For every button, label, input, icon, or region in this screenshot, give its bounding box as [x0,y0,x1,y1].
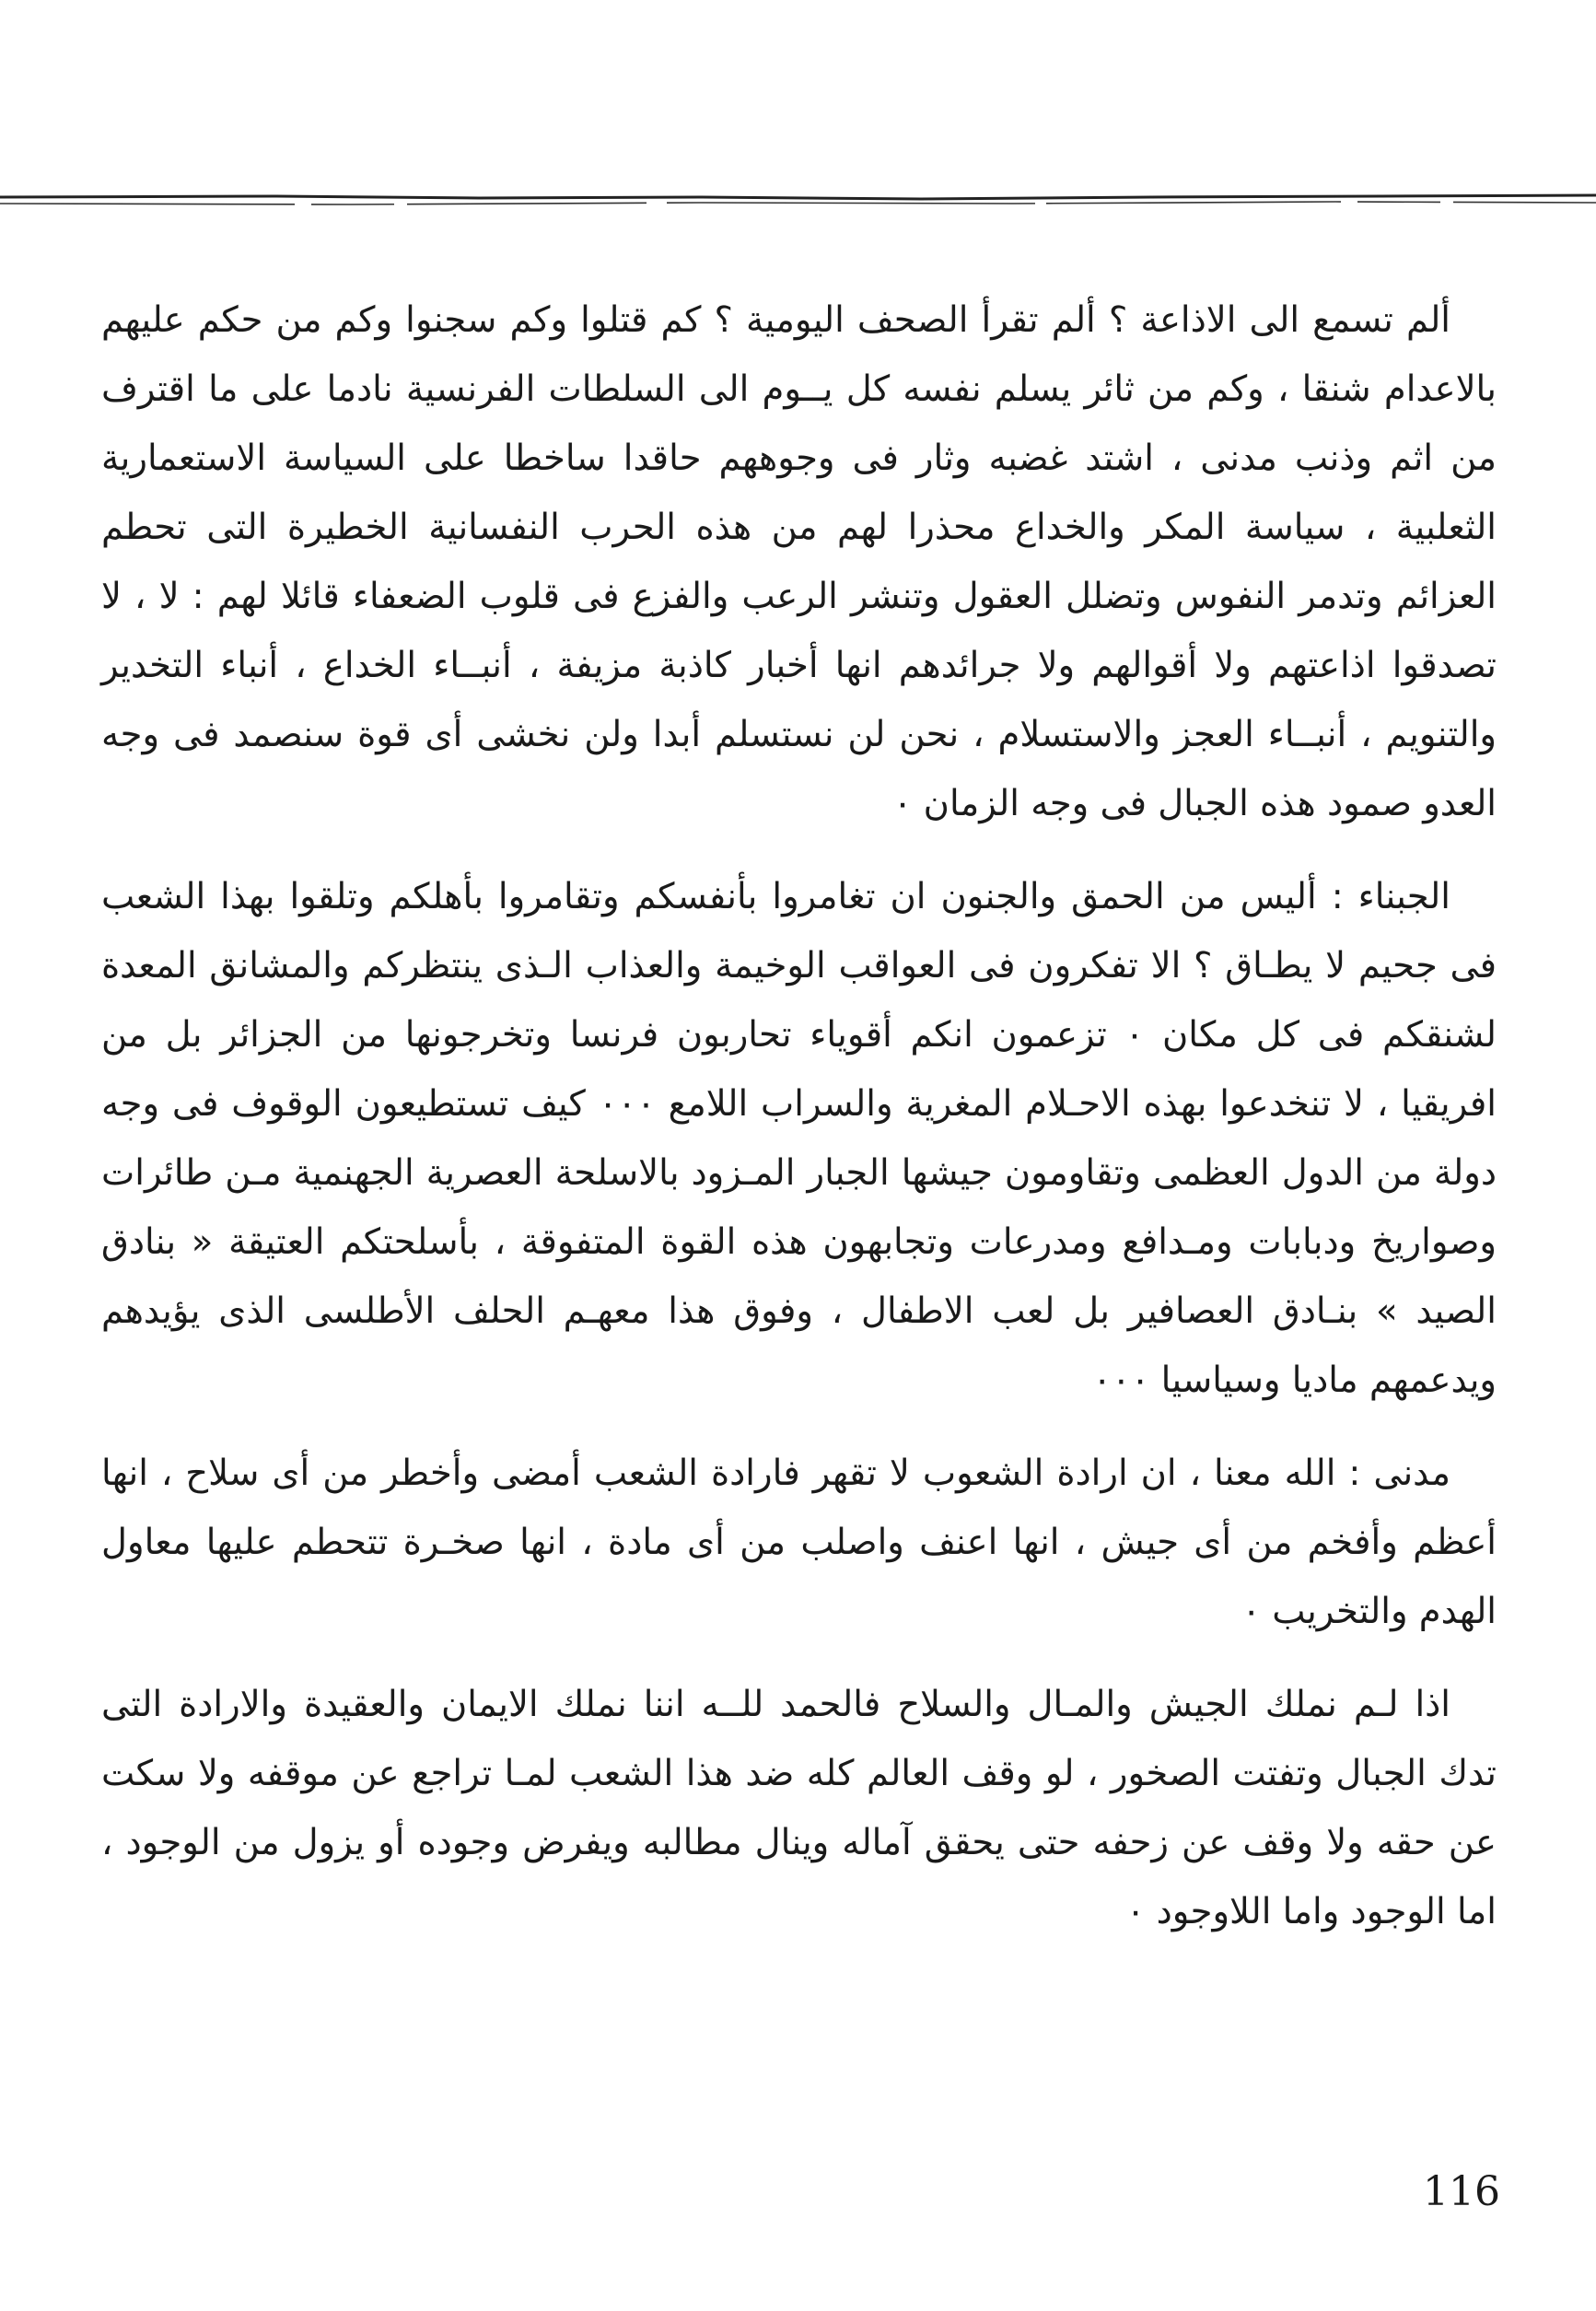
header-rule [0,0,1596,221]
page-number: 116 [1423,2168,1500,2215]
paragraph-1: ألم تسمع الى الاذاعة ؟ ألم تقرأ الصحف اليومية ؟ كم قتلوا وكم سجنوا وكم من حكم عليهم بالاعدام شنقا ، وكم من ثائر يسلم نفسه كل يــوم الى السلطات الفرنسية نادما على ما اقترف من اثم وذنب مدنى ، اشتد غضبه وثار فى وجوههم حاقدا ساخطا على السياسة الاستعمارية الثعلبية ، سياسة المكر والخداع محذرا لهم من هذه الحرب النفسانية الخطيرة التى تحطم العزائم وتدمر النفوس وتضلل العقول وتنشر الرعب والفزع فى قلوب الضعفاء قائلا لهم : لا ، لا تصدقوا اذاعتهم ولا أقوالهم ولا جرائدهم انها أخبار كاذبة مزيفة ، أنبــاء الخداع ، أنباء التخدير والتنويم ، أنبــاء العجز والاستسلام ، نحن لن نستسلم أبدا ولن نخشى أى قوة سنصمد فى وجه العدو صمود هذه الجبال فى وجه الزمان ٠ [101,299,1497,824]
paragraph-3: مدنى : الله معنا ، ان ارادة الشعوب لا تقهر فارادة الشعب أمضى وأخطر من أى سلاح ، انها أعظم وأفخم من أى جيش ، انها اعنف واصلب من أى مادة ، انها صخـرة تتحطم عليها معاول الهدم والتخريب ٠ [101,1453,1497,1632]
paragraph-4: اذا لـم نملك الجيش والمـال والسلاح فالحمد للــه اننا نملك الايمان والعقيدة والارادة التى تدك الجبال وتفتت الصخور ، لو وقف العالم كله ضد هذا الشعب لمـا تراجع عن موقفه ولا سكت عن حقه ولا وقف عن زحفه حتى يحقق آماله وينال مطالبه ويفرض وجوده أو يزول من الوجود ، اما الوجود واما اللاوجود ٠ [101,1684,1497,1932]
paragraph-2: الجبناء : أليس من الحمق والجنون ان تغامروا بأنفسكم وتقامروا بأهلكم وتلقوا بهذا الشعب فى جحيم لا يطـاق ؟ الا تفكرون فى العواقب الوخيمة والعذاب الـذى ينتظركم والمشانق المعدة لشنقكم فى كل مكان ٠ تزعمون انكم أقوياء تحاربون فرنسا وتخرجونها من الجزائر بل من افريقيا ، لا تنخدعوا بهذه الاحـلام المغرية والسراب اللامع ٠٠٠ كيف تستطيعون الوقوف فى وجه دولة من الدول العظمى وتقاومون جيشها الجبار المـزود بالاسلحة العصرية الجهنمية مـن طائرات وصواريخ ودبابات ومـدافع ومدرعات وتجابهون هذه القوة المتفوقة ، بأسلحتكم العتيقة « بنادق الصيد » بنـادق العصافير بل لعب الاطفال ، وفوق هذا معهـم الحلف الأطلسى الذى يؤيدهم ويدعمهم ماديا وسياسيا ٠٠٠ [101,876,1497,1401]
body-text [101,286,1497,1970]
